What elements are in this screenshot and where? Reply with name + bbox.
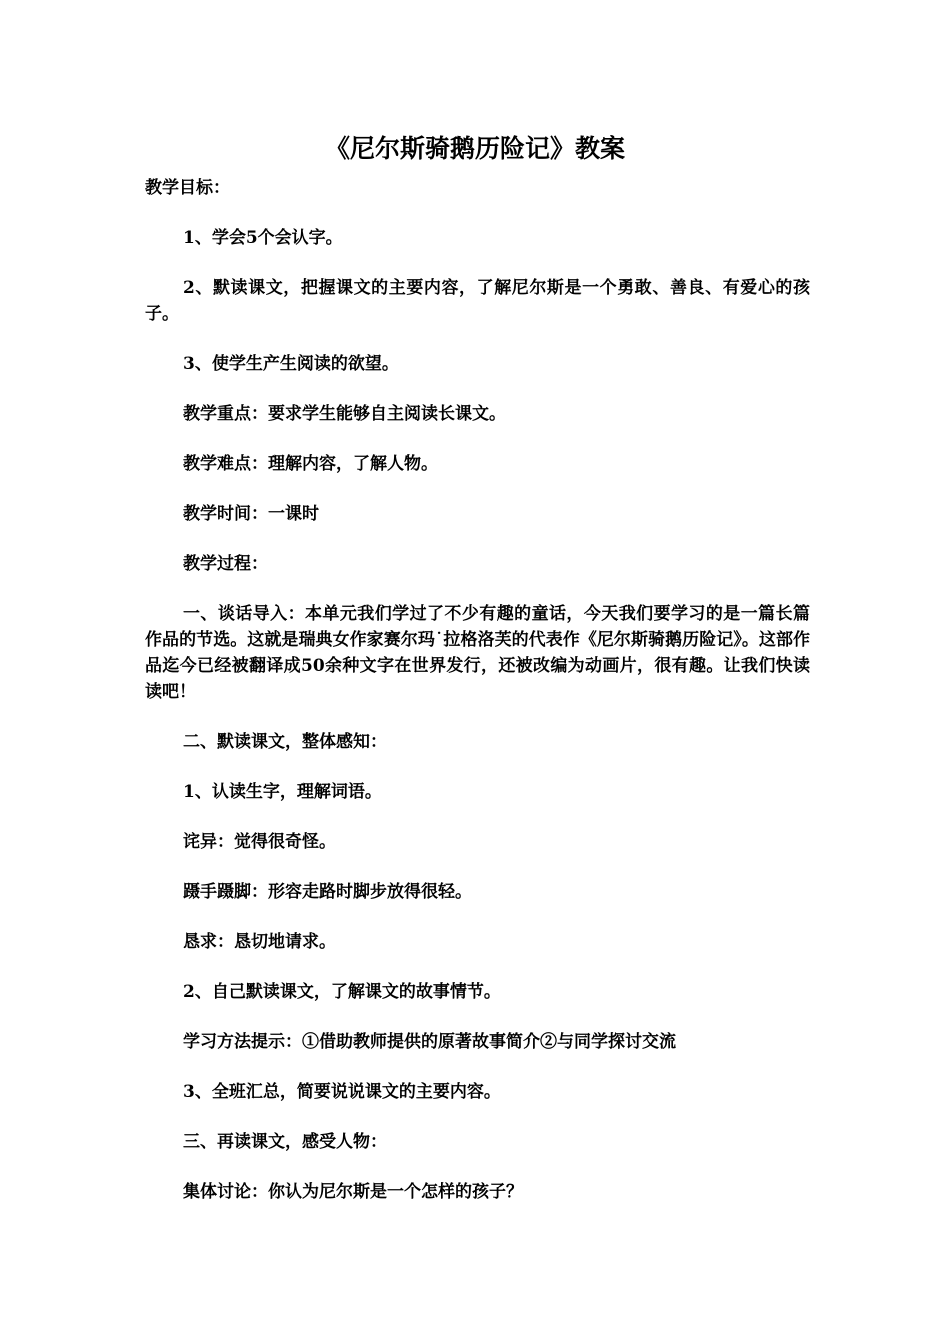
paragraph-method-hint: 学习方法提示：①借助教师提供的原著故事简介②与同学探讨交流 (183, 1032, 676, 1052)
paragraph-goal-3: 3、使学生产生阅读的欲望。 (183, 354, 399, 374)
paragraph-section-2-heading: 二、默读课文，整体感知： (183, 732, 387, 752)
paragraph-step-3: 3、全班汇总，简要说说课文的主要内容。 (183, 1082, 501, 1102)
paragraph-step-1: 1、认读生字，理解词语。 (183, 782, 382, 802)
paragraph-vocab-1: 诧异：觉得很奇怪。 (183, 832, 336, 852)
paragraph-key-point: 教学重点：要求学生能够自主阅读长课文。 (183, 404, 506, 424)
paragraph-section-3-heading: 三、再读课文，感受人物： (183, 1132, 387, 1152)
paragraph-teaching-goals-heading: 教学目标： (145, 178, 230, 198)
paragraph-vocab-2: 蹑手蹑脚：形容走路时脚步放得很轻。 (183, 882, 472, 902)
paragraph-step-2: 2、自己默读课文，了解课文的故事情节。 (183, 982, 501, 1002)
paragraph-group-discussion: 集体讨论：你认为尼尔斯是一个怎样的孩子？ (183, 1182, 523, 1202)
document-body (145, 175, 810, 1229)
paragraph-goal-2: 2、默读课文，把握课文的主要内容，了解尼尔斯是一个勇敢、善良、有爱心的孩子。 (145, 278, 810, 324)
paragraph-goal-1: 1、学会5个会认字。 (183, 228, 343, 248)
paragraph-teaching-process: 教学过程： (183, 554, 268, 574)
paragraph-introduction: 一、谈话导入：本单元我们学过了不少有趣的童话，今天我们要学习的是一篇长篇作品的节选。这就是瑞典女作家赛尔玛˙拉格洛芙的代表作《尼尔斯骑鹅历险记》。这部作品迄今已经被翻译成50余种文字在世界发行，还被改编为动画片，很有趣。让我们快读读吧！ (145, 604, 810, 702)
document-title: 《尼尔斯骑鹅历险记》教案 (324, 134, 625, 163)
paragraph-teaching-time: 教学时间：一课时 (183, 504, 319, 524)
paragraph-difficulty: 教学难点：理解内容，了解人物。 (183, 454, 438, 474)
paragraph-vocab-3: 恳求：恳切地请求。 (183, 932, 336, 952)
